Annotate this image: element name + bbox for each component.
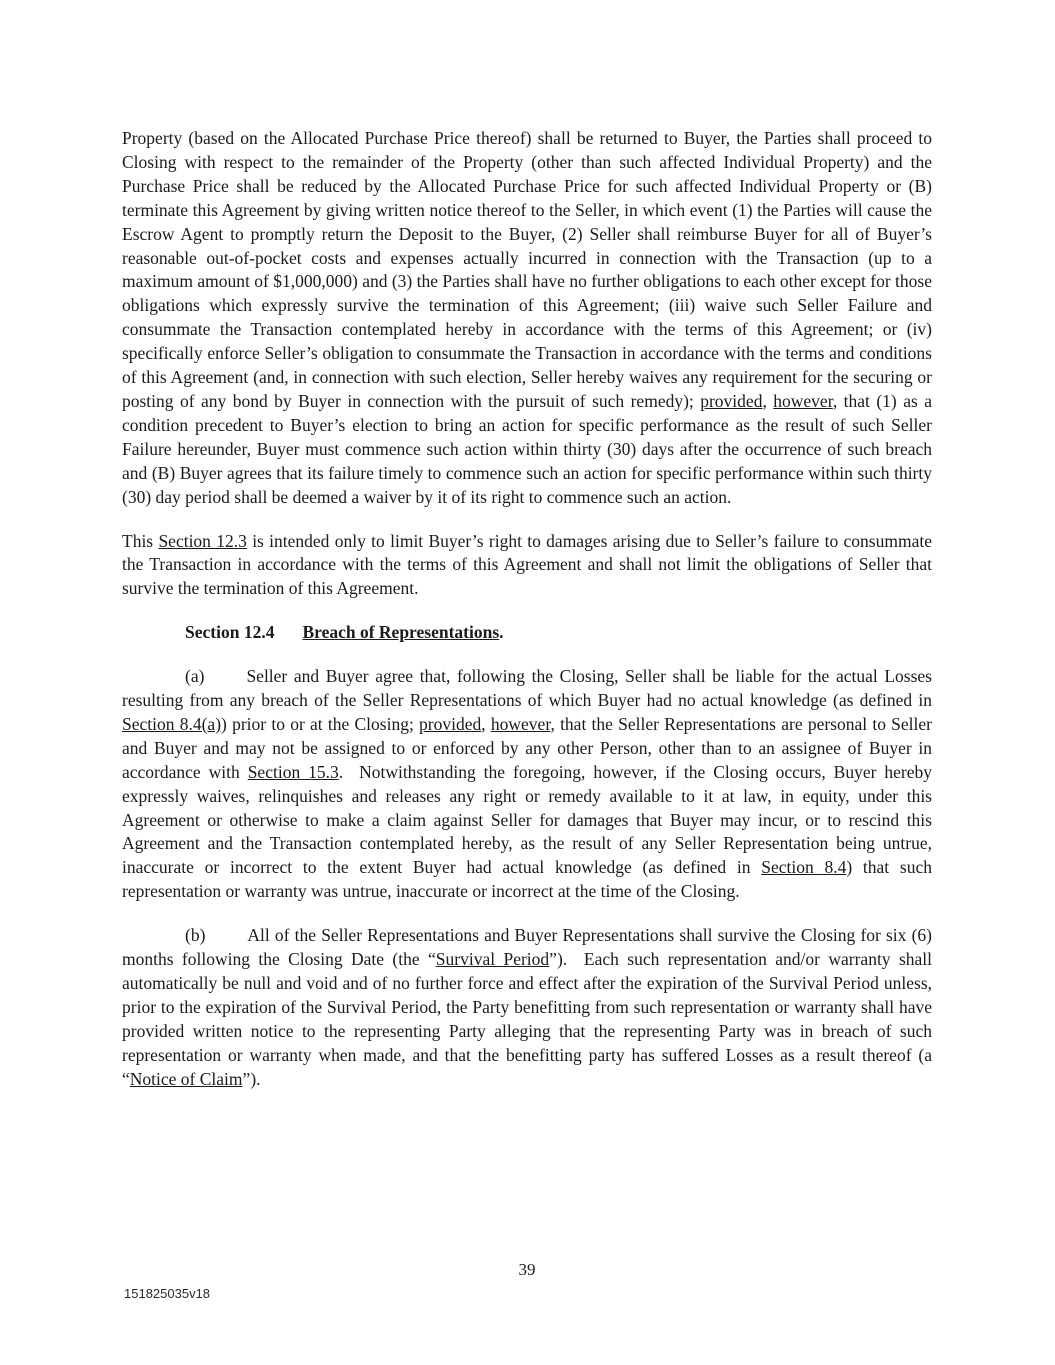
paragraph-section-12-3-scope bbox=[122, 530, 932, 602]
text-segment: provided bbox=[700, 390, 763, 411]
text-segment: however bbox=[773, 390, 833, 411]
text-segment: (a) bbox=[185, 666, 205, 687]
text-segment: ) prior to or at the Closing; bbox=[221, 713, 420, 734]
text-segment: . Notwithstanding the foregoing, however, if the Closing occurs, Buyer hereby expressly waives, relinquishes and releases any right or remedy available to it at law, in equity, under this Agreement or otherwise to make a claim against Seller for damages that Buyer may incur, or to rescind this Agreement and the Transaction contemplated hereby, as the result of any Seller Representation being untrue, inaccurate or incorrect to the extent Buyer had actual knowledge (as defined in bbox=[122, 761, 932, 878]
text-segment: . bbox=[499, 622, 504, 643]
text-segment: Section 12.3 bbox=[158, 530, 247, 551]
text-segment: Property (based on the Allocated Purchase Price thereof) shall be returned to Buyer, the Parties shall proceed to Closing with respect to the remainder of the Property (other than such affected Individual Property) and the Purchase Price shall be reduced by the Allocated Purchase Price for such affected Individual Property or (B) terminate this Agreement by giving written notice thereof to the Seller, in which event (1) the Parties will cause the Escrow Agent to promptly return the Deposit to the Buyer, (2) Seller shall reimburse Buyer for all of Buyer’s reasonable out-of-pocket costs and expenses actually incurred in connection with the Transaction (up to a maximum amount of $1,000,000) and (3) the Parties shall have no further obligations to each other except for those obligations which expressly survive the termination of this Agreement; (iii) waive such Seller Failure and consummate the Transaction contemplated hereby in accordance with the terms of this Agreement; or (iv) specifically enforce Seller’s obligation to consummate the Transaction in accordance with the terms and conditions of this Agreement (and, in connection with such election, Seller hereby waives any requirement for the securing or posting of any bond by Buyer in connection with the pursuit of such remedy); bbox=[122, 128, 932, 411]
text-segment: (b) bbox=[185, 925, 206, 946]
text-segment: provided bbox=[419, 713, 482, 734]
text-segment: , bbox=[762, 390, 774, 411]
text-segment: is intended only to limit Buyer’s right to damages arising due to Seller’s failure to consummate the Transaction in accordance with the terms of this Agreement and shall not limit the obligations of Seller that survive the termination of this Agreement. bbox=[122, 530, 932, 599]
text-segment: Section 15.3 bbox=[247, 761, 339, 782]
text-segment: Section 12.4 bbox=[185, 622, 275, 643]
text-segment: Breach of Representations bbox=[302, 622, 500, 643]
text-segment: ”). bbox=[242, 1068, 261, 1089]
text-segment: ) that such representation or warranty was untrue, inaccurate or incorrect at the time of the Closing. bbox=[122, 857, 932, 902]
page-body bbox=[122, 127, 932, 1112]
text-segment: , that (1) as a condition precedent to Buyer’s election to bring an action for specific performance as the result of such Seller Failure hereunder, Buyer must commence such action within thirty (30) days after the occurrence of such breach and (B) Buyer agrees that its failure timely to commence such an action for specific performance within such thirty (30) day period shall be deemed a waiver by it of its right to commence such an action. bbox=[122, 390, 933, 507]
paragraph-remedies-continuation bbox=[122, 127, 932, 510]
text-segment: , bbox=[481, 713, 491, 734]
section-12-4-heading bbox=[122, 621, 932, 645]
page-number: 39 bbox=[518, 1260, 536, 1279]
text-segment: This bbox=[122, 530, 159, 551]
text-segment: Notice of Claim bbox=[129, 1068, 243, 1089]
paragraph-12-4-b bbox=[122, 924, 932, 1091]
text-segment: however bbox=[490, 713, 551, 734]
text-segment: Section 8.4(a) bbox=[122, 713, 222, 734]
text-segment: ”). Each such representation and/or warranty shall automatically be null and void and of no further force and effect after the expiration of the Survival Period unless, prior to the expiration of the Survival Period, the Party benefitting from such representation or warranty shall have provided written notice to the representing Party alleging that the representing Party was in breach of such representation or warranty when made, and that the benefitting party has suffered Losses as a result thereof (a “ bbox=[122, 949, 932, 1089]
paragraph-12-4-a bbox=[122, 665, 932, 904]
document-id-stamp: 151825035v18 bbox=[124, 1286, 211, 1301]
text-segment: , that the Seller Representations are personal to Seller and Buyer and may not be assigned to or enforced by any other Person, other than to an assignee of Buyer in accordance with bbox=[122, 713, 933, 782]
text-segment: Survival Period bbox=[435, 949, 550, 970]
text-segment: Section 8.4 bbox=[761, 857, 847, 878]
text-segment: Seller and Buyer agree that, following the Closing, Seller shall be liable for the actual Losses resulting from any breach of the Seller Representations of which Buyer had no actual knowledge (as defined in bbox=[122, 666, 932, 711]
text-segment: All of the Seller Representations and Buyer Representations shall survive the Closing for six (6) months following the Closing Date (the “ bbox=[122, 925, 932, 970]
